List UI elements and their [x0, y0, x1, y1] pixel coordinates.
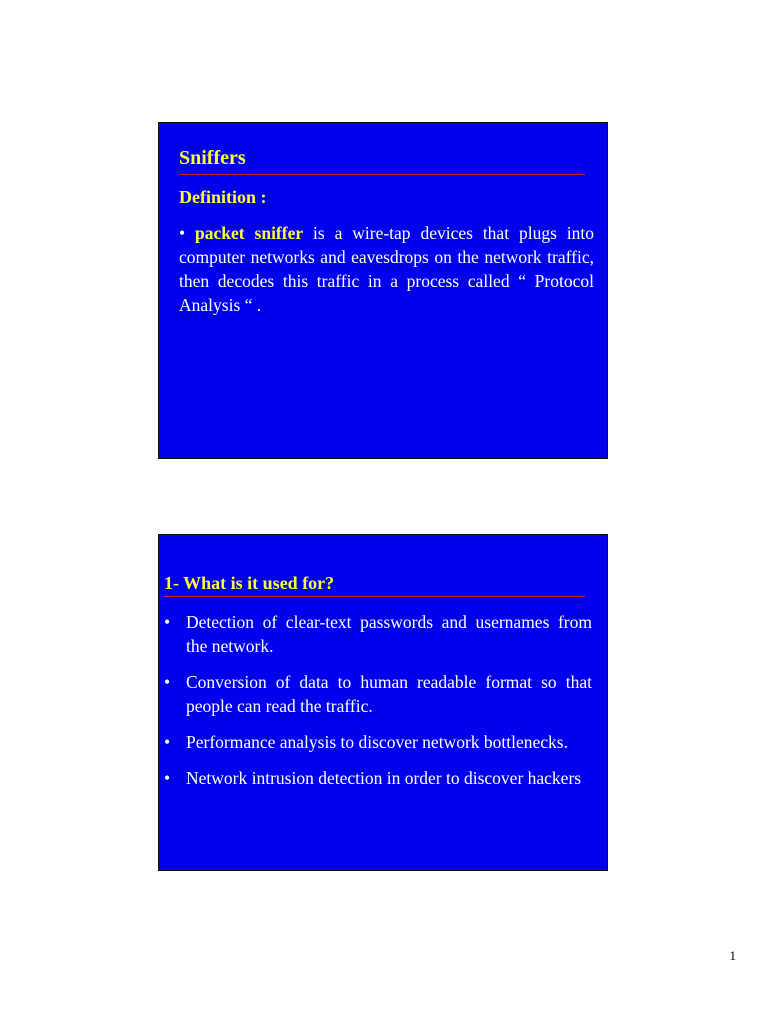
- list-item: [164, 730, 592, 754]
- slide-sniffers: [158, 122, 608, 459]
- definition-heading: Definition :: [179, 187, 267, 207]
- title-underline: [179, 174, 585, 175]
- list-item: [164, 670, 592, 718]
- list-item: [164, 610, 592, 658]
- bullet-mark: •: [179, 223, 186, 243]
- definition-paragraph: [179, 221, 594, 317]
- list-item-text: Network intrusion detection in order to discover hackers: [186, 768, 582, 788]
- page-number: 1: [729, 948, 736, 963]
- title-underline: [164, 596, 585, 597]
- list-item-text: Detection of clear-text passwords and usernames from the network.: [186, 612, 592, 656]
- uses-list: [164, 610, 592, 802]
- list-item: [164, 766, 592, 790]
- definition-text: is a wire-tap devices that plugs into computer networks and eavesdrops on the network traffic, then decodes this traffic in a process called “ Protocol Analysis “ .: [179, 223, 594, 315]
- slide-uses: [158, 534, 608, 871]
- list-item-text: Performance analysis to discover network bottlenecks.: [186, 732, 568, 752]
- slide-title: Sniffers: [179, 147, 246, 169]
- list-item-text: Conversion of data to human readable format so that people can read the traffic.: [186, 672, 592, 716]
- bullet-mark: •: [164, 612, 171, 632]
- slide-title: 1- What is it used for?: [164, 573, 335, 593]
- definition-term: packet sniffer: [195, 223, 304, 243]
- bullet-mark: •: [164, 672, 171, 692]
- bullet-mark: •: [164, 732, 171, 752]
- bullet-mark: •: [164, 768, 171, 788]
